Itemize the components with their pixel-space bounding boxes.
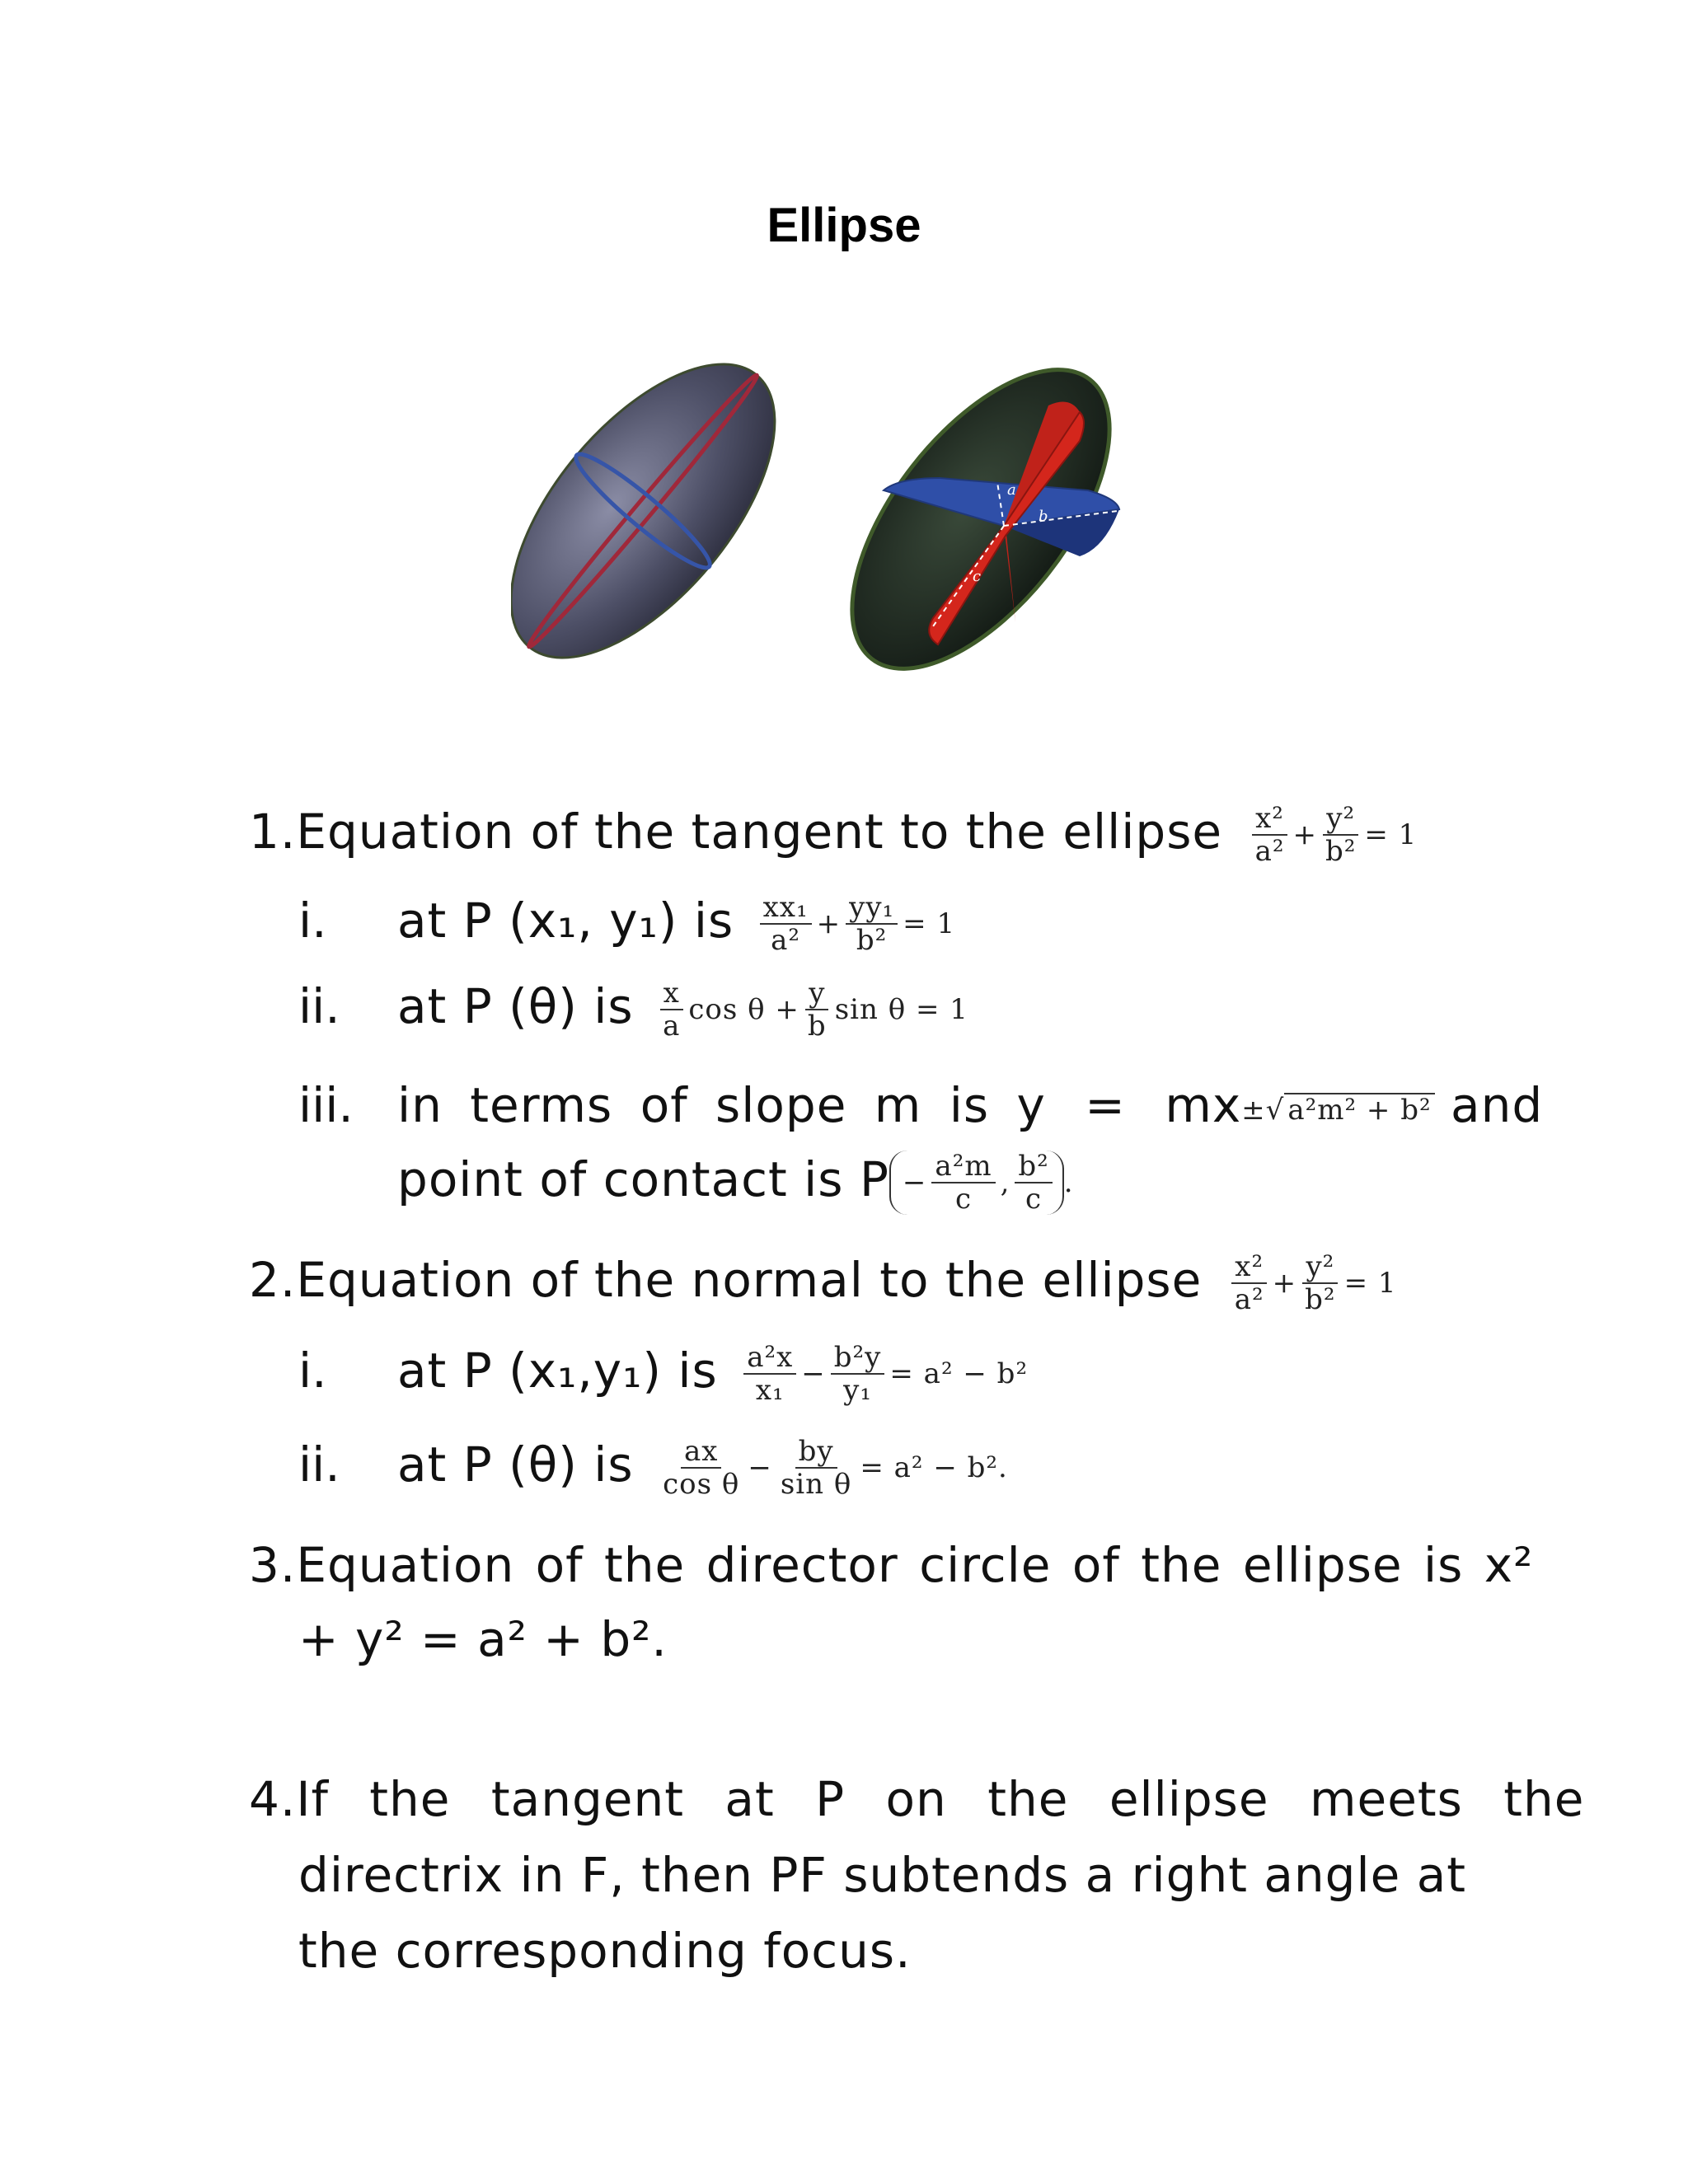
slope-form-radical: ±√ a²m² + b² (1241, 1093, 1434, 1124)
item-4-line2: directrix in F, then PF subtends a right angle at (298, 1847, 1467, 1903)
fraction-denominator: a² (771, 923, 801, 957)
sub-text: at P (θ) is (397, 1436, 634, 1493)
item-text: If the tangent at P on the ellipse meets the (296, 1771, 1585, 1827)
axis-label-a: a (1007, 481, 1016, 499)
sub-text: in terms of slope m is y (397, 1077, 1046, 1133)
operator: − (748, 1451, 772, 1484)
item-number: 2. (249, 1252, 297, 1308)
fraction-denominator: sin θ (780, 1467, 852, 1501)
item-number: 4. (249, 1771, 297, 1827)
ellipse-equation (1230, 1249, 1400, 1316)
sub-1-iii-line2 (397, 1151, 1074, 1215)
fraction-numerator: y² (1302, 1253, 1338, 1284)
sub-text: at P (x₁, y₁) is (397, 893, 734, 949)
minus-sign: − (902, 1166, 927, 1199)
fraction-numerator: xx₁ (760, 893, 812, 925)
equation-rhs: = 1 (1343, 1266, 1397, 1300)
ellipsoid-figure (511, 346, 1170, 709)
period: . (1063, 1166, 1074, 1199)
fraction-denominator: a² (1234, 1282, 1264, 1316)
normal-point-equation (742, 1340, 1031, 1407)
fraction-numerator: a²x (743, 1343, 796, 1375)
equation-rhs: = a² − b² (889, 1357, 1029, 1390)
equation-rhs: = 1 (903, 907, 956, 940)
fraction-denominator: a² (1254, 834, 1285, 868)
fraction-denominator: b² (1305, 1282, 1336, 1316)
sub-1-i (397, 890, 959, 957)
item-text: Equation of the director circle of the ellipse is x² (296, 1537, 1534, 1593)
tangent-param-equation (658, 976, 972, 1043)
equation-rhs: = a² − b². (860, 1451, 1008, 1484)
fraction-denominator: x₁ (755, 1373, 785, 1407)
item-number: 3. (249, 1537, 297, 1593)
sub-1-iii-line1 (397, 1076, 1544, 1134)
item-2-heading (249, 1251, 1400, 1314)
solid-ellipsoid (511, 346, 823, 702)
page-title: Ellipse (767, 199, 921, 252)
ellipse-equation (1250, 801, 1421, 868)
item-3-line2: + y² = a² + b². (298, 1611, 668, 1667)
sub-text: and (1451, 1077, 1544, 1133)
fraction-numerator: b² (1015, 1152, 1052, 1183)
cutaway-ellipsoid (804, 346, 1158, 709)
fraction-denominator: cos θ (663, 1467, 740, 1501)
operator: cos θ + (688, 992, 799, 1026)
fraction-denominator: b² (856, 923, 888, 957)
operator: + (1272, 1266, 1297, 1300)
fraction-denominator: y₁ (843, 1373, 872, 1407)
sub-1-iii-number: iii. (298, 1077, 354, 1133)
sub-text: point of contact is P (397, 1151, 889, 1208)
fraction-denominator: b² (1325, 834, 1357, 868)
fraction-numerator: y² (1323, 804, 1358, 836)
tangent-point-equation (758, 890, 959, 957)
normal-param-equation (658, 1434, 1011, 1501)
item-4-line3: the corresponding focus. (298, 1923, 912, 1979)
fraction-numerator: a²m (931, 1152, 995, 1183)
sub-2-ii-number: ii. (298, 1436, 340, 1493)
item-1-heading (249, 801, 1420, 868)
fraction-numerator: x (660, 979, 683, 1010)
fraction-denominator: c (954, 1183, 973, 1216)
sub-2-i (397, 1340, 1031, 1407)
fraction-numerator: y (805, 979, 828, 1010)
equation-rhs: sin θ = 1 (834, 992, 968, 1026)
item-text: Equation of the normal to the ellipse (296, 1252, 1203, 1308)
fraction-numerator: b²y (831, 1343, 885, 1375)
sub-2-ii (397, 1434, 1011, 1501)
comma: , (1000, 1166, 1010, 1199)
sub-text: mx (1165, 1077, 1242, 1133)
axis-label-c: c (973, 568, 982, 585)
item-3-line1 (249, 1536, 1533, 1594)
operator: + (1292, 818, 1317, 851)
point-of-contact (889, 1151, 1064, 1215)
fraction-denominator: b (807, 1009, 827, 1043)
sub-1-ii-number: ii. (298, 978, 340, 1034)
ellipsoid-illustration (511, 346, 1170, 709)
sub-text: at P (θ) is (397, 978, 634, 1034)
radicand: a²m² + b² (1284, 1093, 1434, 1124)
operator: − (801, 1357, 826, 1390)
sub-2-i-number: i. (298, 1343, 327, 1399)
item-4-line1 (249, 1770, 1585, 1828)
item-number: 1. (249, 804, 297, 860)
fraction-numerator: x² (1252, 804, 1287, 836)
operator: + (816, 907, 842, 940)
sub-text: at P (x₁,y₁) is (397, 1343, 718, 1399)
equals-sign: = (1085, 1077, 1126, 1133)
sub-1-i-number: i. (298, 893, 327, 949)
item-text: Equation of the tangent to the ellipse (296, 804, 1223, 860)
fraction-numerator: by (795, 1437, 837, 1469)
fraction-numerator: x² (1231, 1253, 1267, 1284)
fraction-numerator: yy₁ (846, 893, 898, 925)
fraction-denominator: c (1025, 1183, 1043, 1216)
fraction-denominator: a (663, 1009, 681, 1043)
plus-minus: ± (1241, 1093, 1266, 1127)
equation-rhs: = 1 (1364, 818, 1418, 851)
sub-1-ii (397, 976, 972, 1043)
axis-label-b: b (1039, 508, 1048, 525)
fraction-numerator: ax (681, 1437, 721, 1469)
